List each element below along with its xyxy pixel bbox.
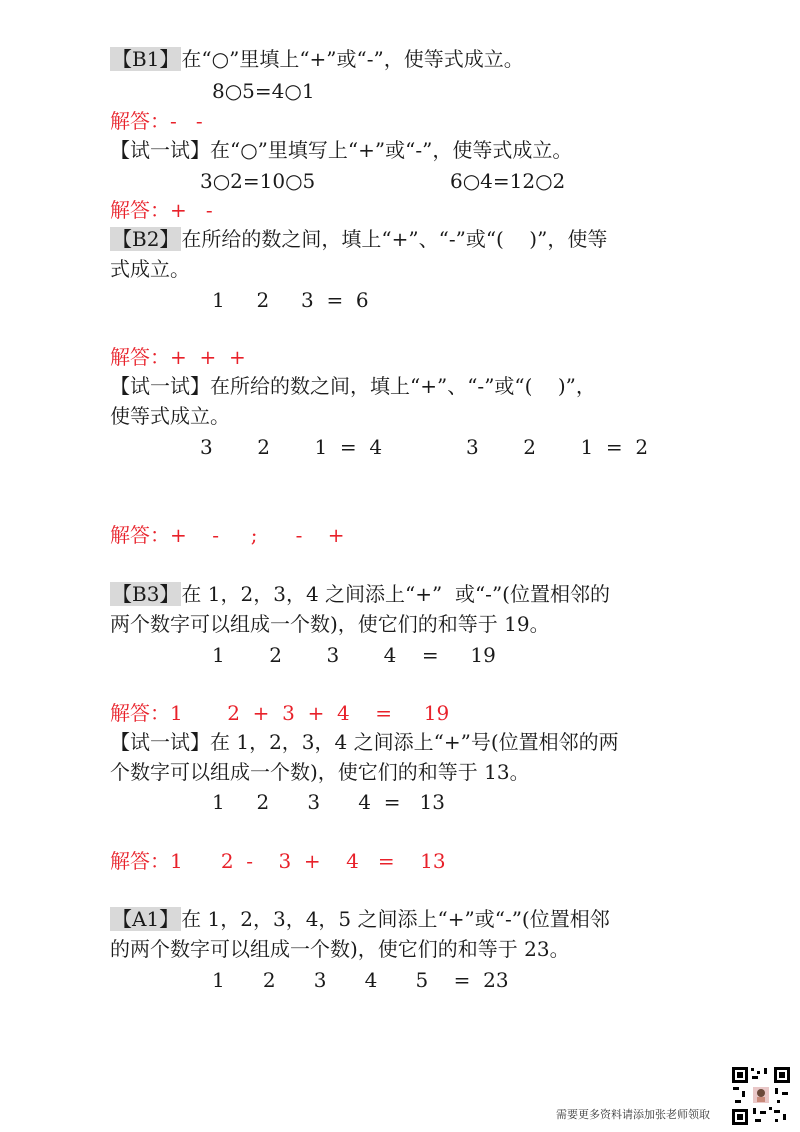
b1-answer-line [110,108,203,134]
footer-note: 需要更多资料请添加张老师领取 [556,1108,710,1121]
try3-answer-line [110,848,446,874]
try2-question-1: 在所给的数之间，填上“+”、“-”或“( )”， [210,374,596,398]
try1-answer-line [110,197,213,223]
a1-question-line-2: 的两个数字可以组成一个数)，使它们的和等于 23。 [110,937,570,961]
qr-code-icon [731,1066,791,1126]
try1-answer-label: 解答： [110,198,170,222]
a1-question-line-1 [110,906,610,932]
try1-equation-1: 3○2=10○5 [200,169,316,193]
b1-question-line [110,46,524,72]
try3-question-line-2: 个数字可以组成一个数)，使它们的和等于 13。 [110,760,530,784]
b2-equation: 1 2 3 = 6 [212,288,369,312]
try2-answer: + - ; - + [170,523,345,547]
try3-answer: 1 2 - 3 + 4 = 13 [170,849,446,873]
b3-tag: 【B3】 [112,582,180,606]
b1-equation: 8○5=4○1 [212,79,315,103]
try2-equation-2: 3 2 1 = 2 [466,435,649,459]
a1-tag: 【A1】 [112,907,180,931]
try3-equation: 1 2 3 4 = 13 [212,790,445,814]
try3-question-1: 在 1，2，3，4 之间添上“+”号(位置相邻的两 [210,730,619,754]
b2-answer-line [110,344,246,370]
b2-question-line-2: 式成立。 [110,257,190,281]
a1-question-1: 在 1，2，3，4，5 之间添上“+”或“-”(位置相邻 [181,907,610,931]
b1-tag: 【B1】 [112,47,180,71]
b1-answer-label: 解答： [110,109,170,133]
b2-question-1: 在所给的数之间，填上“+”、“-”或“( )”，使等 [181,227,608,251]
b3-question-line-2: 两个数字可以组成一个数)，使它们的和等于 19。 [110,612,550,636]
try3-tag: 【试一试】 [110,730,210,754]
b3-question-line-1 [110,581,610,607]
b2-answer-label: 解答： [110,345,170,369]
b2-tag: 【B2】 [112,227,180,251]
try1-question-line [110,137,572,163]
b2-question-line-1 [110,226,607,252]
b3-answer-label: 解答： [110,701,170,725]
try1-answer: + - [170,198,213,222]
try3-question-line-1 [110,729,619,755]
try1-question: 在“○”里填写上“+”或“-”，使等式成立。 [210,138,573,162]
b1-question: 在“○”里填上“+”或“-”，使等式成立。 [181,47,524,71]
b2-answer: + + + [170,345,246,369]
try1-equation-2: 6○4=12○2 [450,169,566,193]
b3-question-1: 在 1，2，3，4 之间添上“+” 或“-”(位置相邻的 [181,582,610,606]
try2-answer-label: 解答： [110,523,170,547]
try2-question-line-1 [110,373,596,399]
b1-answer: - - [170,109,203,133]
b3-equation: 1 2 3 4 = 19 [212,643,496,667]
try2-tag: 【试一试】 [110,374,210,398]
b3-answer-line [110,700,449,726]
try2-answer-line [110,522,345,548]
try2-question-line-2: 使等式成立。 [110,404,230,428]
try3-answer-label: 解答： [110,849,170,873]
try2-equation-1: 3 2 1 = 4 [200,435,383,459]
a1-equation: 1 2 3 4 5 = 23 [212,968,509,992]
try1-tag: 【试一试】 [110,138,210,162]
b3-answer: 1 2 + 3 + 4 = 19 [170,701,450,725]
